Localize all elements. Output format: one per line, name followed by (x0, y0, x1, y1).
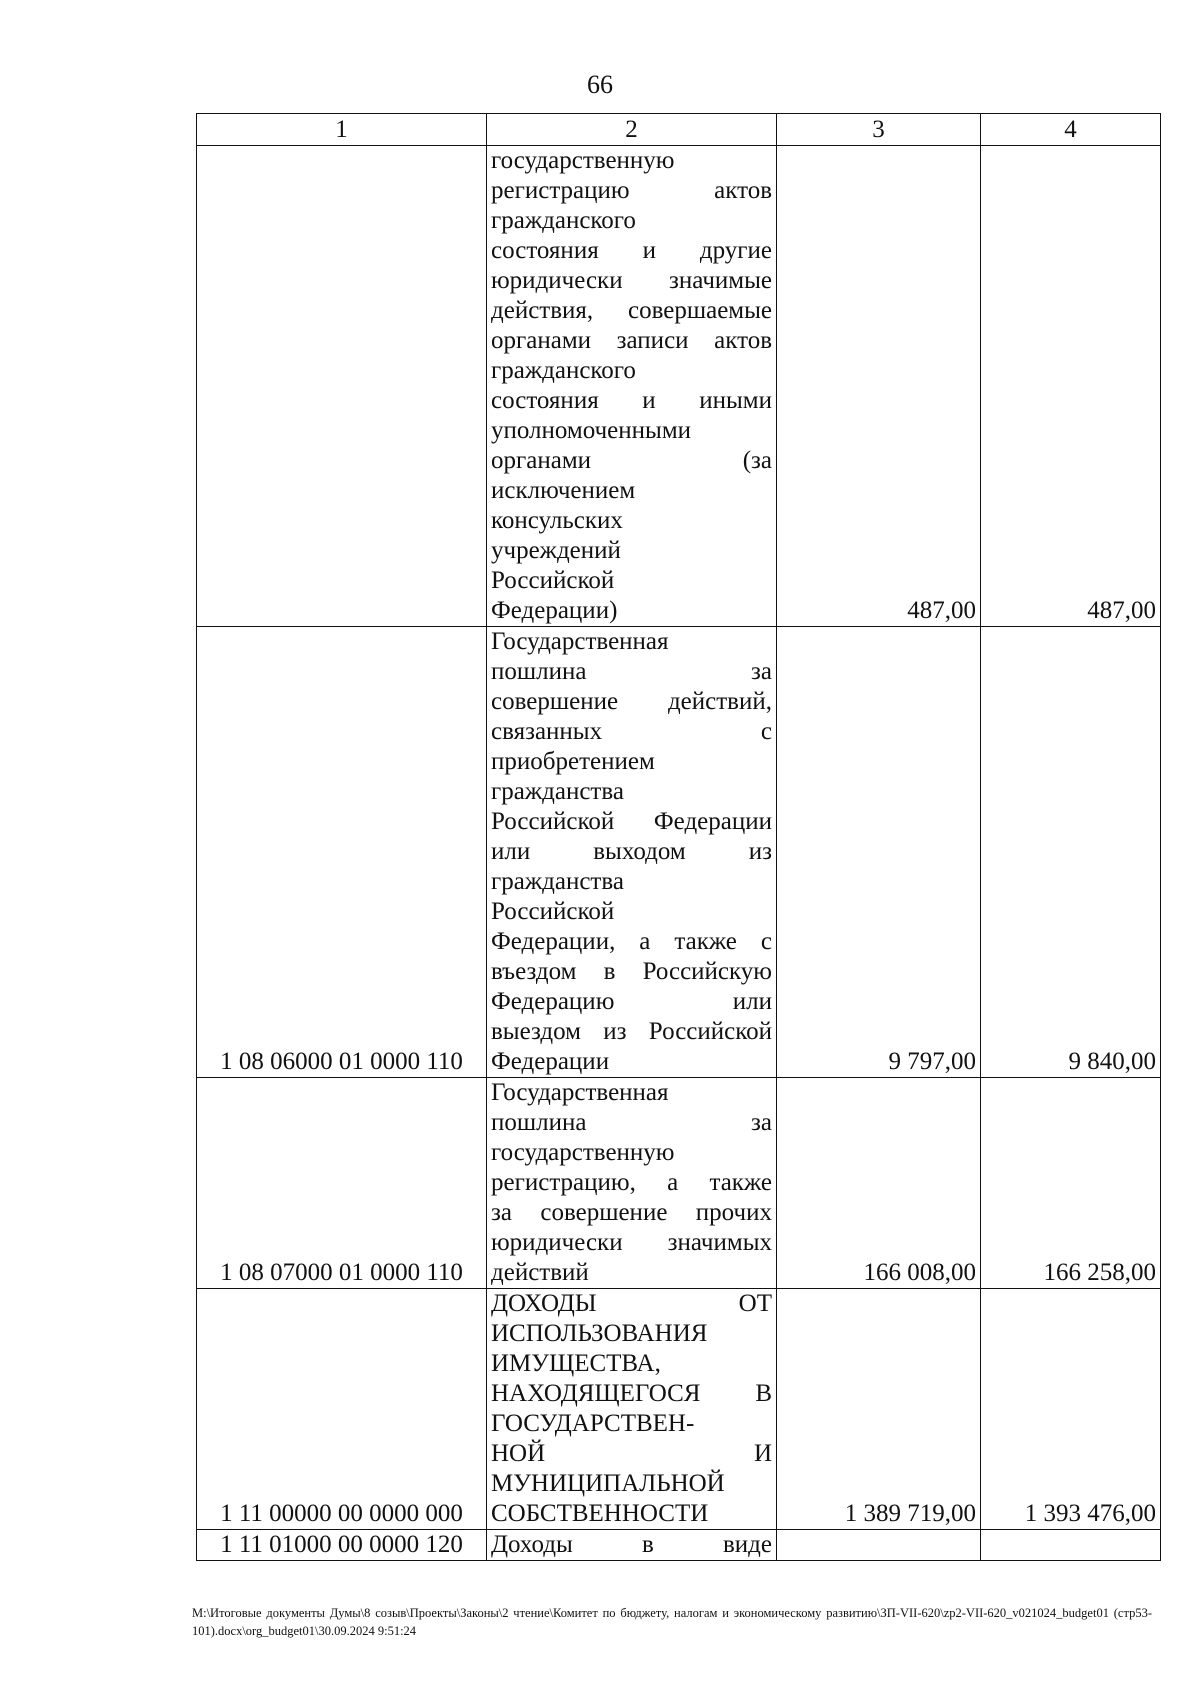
budget-table (196, 113, 1161, 1561)
table-row (197, 146, 1161, 627)
description-line: консульских (491, 507, 623, 534)
description-line: ИСПОЛЬЗОВАНИЯ (491, 1320, 708, 1347)
column-header-1: 1 (197, 114, 487, 146)
description-line: ДОХОДЫ ОТ (491, 1290, 772, 1317)
file-path-footer: M:\Итоговые документы Думы\8 созыв\Проекты\Законы\2 чтение\Комитет по бюджету, налогам и экономическому развитию\ЗП-VII-620\zp2-VII-620_v021024_budget01 (стр53-101).docx\org_budget01\30.09.2024 9:51:24 (192, 1606, 1152, 1638)
column-header-2: 2 (487, 114, 777, 146)
table-row (197, 1530, 1161, 1561)
description-line: пошлина за (491, 658, 772, 685)
amount-column-3: 166 008,00 (777, 1078, 981, 1289)
income-description (487, 1289, 777, 1530)
amount-column-4: 166 258,00 (981, 1078, 1161, 1289)
table-row (197, 627, 1161, 1078)
income-description (487, 1530, 777, 1561)
column-header-4: 4 (981, 114, 1161, 146)
description-line: въездом в Российскую (491, 958, 772, 985)
description-line: Российской Федерации (491, 808, 772, 835)
description-line: выездом из Российской (491, 1018, 772, 1045)
description-line: регистрацию актов (491, 177, 772, 204)
description-line: пошлина за (491, 1109, 772, 1136)
description-line: Российской (491, 567, 615, 594)
description-line: уполномоченными (491, 417, 692, 444)
description-line: гражданского (491, 207, 636, 234)
description-line: приобретением (491, 748, 655, 775)
description-line: Государственная (491, 628, 669, 655)
description-line: НОЙ И (491, 1440, 772, 1467)
description-line: регистрацию, а также (491, 1169, 772, 1196)
description-line: Российской (491, 898, 615, 925)
amount-column-4: 487,00 (981, 146, 1161, 627)
description-line: МУНИЦИПАЛЬНОЙ (491, 1470, 725, 1497)
description-line: НАХОДЯЩЕГОСЯ В (491, 1380, 772, 1407)
description-line: ГОСУДАРСТВЕН- (491, 1410, 695, 1437)
description-line: Федерации, а также с (491, 928, 772, 955)
amount-column-4 (981, 1530, 1161, 1561)
description-line: Государственная (491, 1079, 669, 1106)
description-line: состояния и иными (491, 387, 772, 414)
column-header-3: 3 (777, 114, 981, 146)
table-row (197, 1289, 1161, 1530)
description-line: исключением (491, 477, 636, 504)
description-line: органами (за (491, 447, 772, 474)
budget-code: 1 11 00000 00 0000 000 (197, 1289, 487, 1530)
description-line: юридически значимых (491, 1229, 772, 1256)
amount-column-4: 9 840,00 (981, 627, 1161, 1078)
description-line: СОБСТВЕННОСТИ (491, 1500, 709, 1527)
description-line: ИМУЩЕСТВА, (491, 1350, 661, 1377)
description-line: государственную (491, 1139, 675, 1166)
description-line: юридически значимые (491, 267, 772, 294)
budget-code: 1 08 06000 01 0000 110 (197, 627, 487, 1078)
amount-column-4: 1 393 476,00 (981, 1289, 1161, 1530)
income-description (487, 1078, 777, 1289)
description-line: связанных с (491, 718, 772, 745)
amount-column-3: 487,00 (777, 146, 981, 627)
description-line: действий (491, 1259, 589, 1286)
description-line: гражданства (491, 868, 624, 895)
description-line: Федерации) (491, 597, 618, 624)
description-line: Доходы в виде (491, 1531, 772, 1558)
description-line: действия, совершаемые (491, 297, 772, 324)
description-line: органами записи актов (491, 327, 772, 354)
description-line: Федерацию или (491, 988, 772, 1015)
budget-code (197, 146, 487, 627)
income-description (487, 146, 777, 627)
description-line: учреждений (491, 537, 621, 564)
income-description (487, 627, 777, 1078)
description-line: состояния и другие (491, 237, 772, 264)
budget-code: 1 08 07000 01 0000 110 (197, 1078, 487, 1289)
amount-column-3: 9 797,00 (777, 627, 981, 1078)
column-number-row (197, 114, 1161, 146)
table-row (197, 1078, 1161, 1289)
description-line: гражданского (491, 357, 636, 384)
description-line: совершение действий, (491, 688, 772, 715)
description-line: за совершение прочих (491, 1199, 772, 1226)
description-line: или выходом из (491, 838, 772, 865)
budget-code: 1 11 01000 00 0000 120 (197, 1530, 487, 1561)
amount-column-3 (777, 1530, 981, 1561)
amount-column-3: 1 389 719,00 (777, 1289, 981, 1530)
description-line: Федерации (491, 1048, 610, 1075)
description-line: гражданства (491, 778, 624, 805)
page-number: 66 (587, 70, 613, 99)
description-line: государственную (491, 147, 675, 174)
